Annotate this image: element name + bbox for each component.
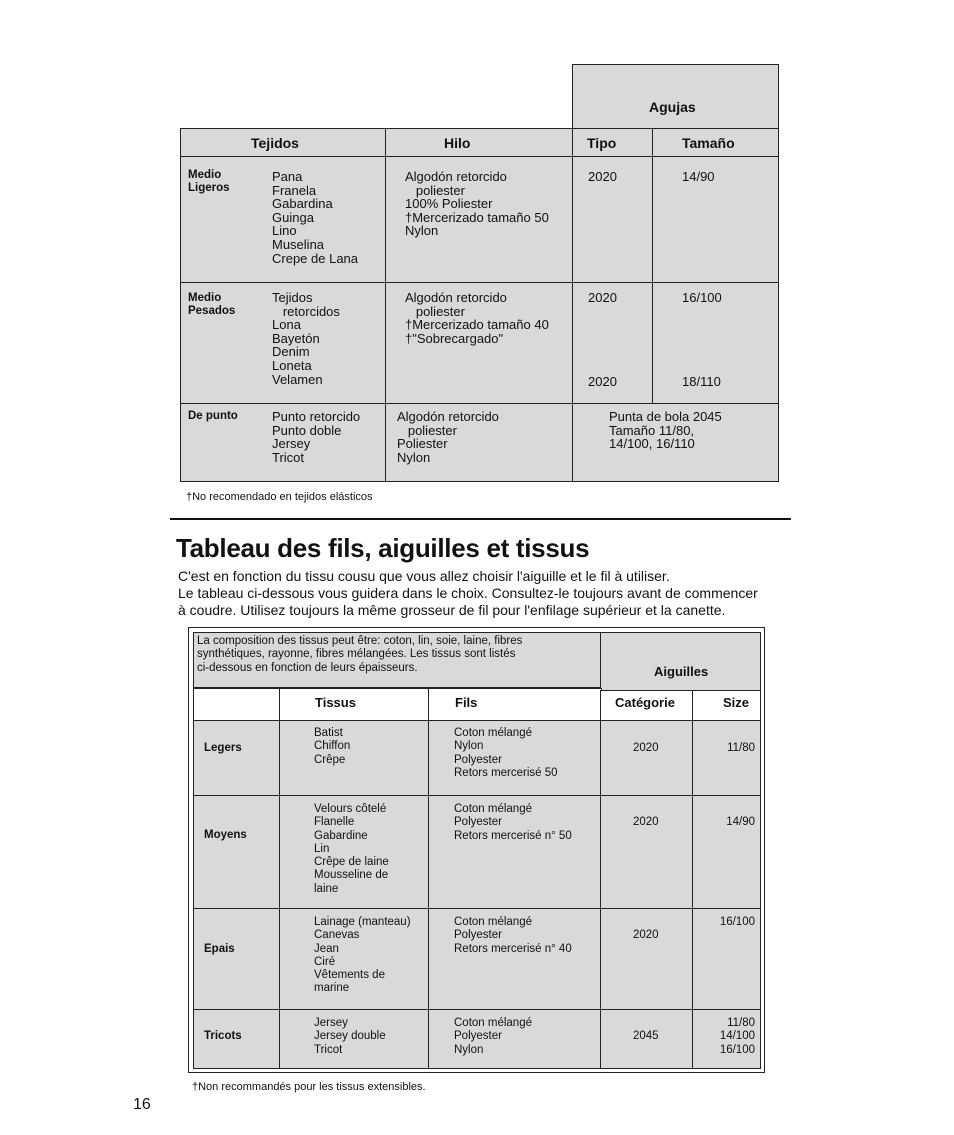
categorie-header-cell [600, 690, 694, 722]
fabric-cell [279, 795, 430, 910]
category-cell [193, 720, 281, 797]
tamano-cell [652, 156, 779, 284]
category-label: Legers [204, 742, 242, 754]
tissus-header: Tissus [315, 695, 356, 710]
category-label: Epais [204, 943, 235, 955]
needle-cell [572, 403, 779, 482]
tipo-cell [572, 156, 654, 284]
category-cell [193, 1009, 281, 1069]
size-value: 14/90 [726, 816, 755, 828]
fabric-cell [279, 908, 430, 1011]
categorie-value: 2045 [633, 1030, 659, 1042]
fabric-list: Batist Chiffon Crêpe [314, 727, 351, 766]
tipo-value: 2020 [588, 374, 617, 389]
categorie-cell [600, 795, 694, 910]
categorie-value: 2020 [633, 929, 659, 941]
needle-info: Punta de bola 2045 Tamaño 11/80, 14/100, 16/110 [609, 409, 722, 452]
aiguilles-header: Aiguilles [654, 664, 709, 679]
intro-paragraph [178, 568, 758, 619]
category-label: De punto [188, 410, 238, 422]
composition-note-cell [193, 632, 602, 688]
fabric-list: Jersey Jersey double Tricot [314, 1017, 386, 1056]
thread-cell [428, 908, 602, 1011]
fabric-list: Punto retorcido Punto doble Jersey Tricot [272, 409, 361, 465]
tipo-value: 2020 [588, 290, 617, 305]
fabric-list: Lainage (manteau) Canevas Jean Ciré Vêtements de marine [314, 916, 411, 995]
thread-list: Algodón retorcido poliester Poliester Nylon [397, 409, 499, 465]
tejidos-header: Tejidos [251, 135, 299, 151]
thread-list: Algodón retorcido poliester †Mercerizado tamaño 40 †"Sobrecargado" [405, 290, 549, 346]
intro-line: C'est en fonction du tissu cousu que vous allez choisir l'aiguille et le fil à utiliser. [178, 568, 670, 584]
tamano-value: 16/100 [682, 290, 722, 305]
intro-line: Le tableau ci-dessous vous guidera dans le choix. Consultez-le toujours avant de commencer [178, 585, 758, 601]
size-cell [692, 795, 761, 910]
category-label: Medio Ligeros [188, 169, 230, 194]
thread-list: Coton mélangé Polyester Retors mercerisé n° 40 [454, 916, 572, 955]
tipo-value: 2020 [588, 169, 617, 184]
table-row [180, 403, 387, 482]
categorie-value: 2020 [633, 816, 659, 828]
tamano-value: 18/110 [682, 374, 721, 389]
tipo-cell [572, 282, 654, 405]
agujas-header-cell [572, 64, 779, 130]
thread-list: Coton mélangé Polyester Nylon [454, 1017, 532, 1056]
composition-note: La composition des tissus peut être: coton, lin, soie, laine, fibres synthétiques, rayonne, fibres mélangées. Les tissus sont listés ci-dessous en fonction de leurs épaisseurs. [197, 635, 523, 674]
categorie-header: Catégorie [615, 695, 675, 710]
intro-line: à coudre. Utilisez toujours la même grosseur de fil pour l'enfilage supérieur et la canette. [178, 602, 726, 618]
categorie-cell [600, 720, 694, 797]
fabric-list: Tejidos retorcidos Lona Bayetón Denim Loneta Velamen [272, 290, 340, 387]
hilo-header-cell [385, 128, 574, 158]
size-value: 11/80 14/100 16/100 [719, 1017, 755, 1056]
tamano-cell [652, 282, 779, 405]
category-label: Moyens [204, 829, 247, 841]
thread-cell [385, 282, 574, 405]
table-row [180, 156, 387, 284]
french-footnote: †Non recommandés pour les tissus extensibles. [192, 1081, 426, 1093]
spanish-footnote: †No recomendado en tejidos elásticos [186, 491, 373, 503]
category-cell [193, 908, 281, 1011]
tipo-header-cell [572, 128, 654, 158]
thread-cell [428, 720, 602, 797]
size-header-cell [692, 690, 761, 722]
page-number: 16 [133, 1096, 151, 1113]
thread-cell [428, 1009, 602, 1069]
size-cell [692, 1009, 761, 1069]
table-row [180, 282, 387, 405]
tamano-value: 14/90 [682, 169, 715, 184]
categorie-cell [600, 1009, 694, 1069]
thread-list: Coton mélangé Polyester Retors mercerisé n° 50 [454, 803, 572, 842]
category-label: Medio Pesados [188, 292, 236, 317]
size-header: Size [723, 695, 750, 710]
fils-header-cell [428, 688, 602, 722]
size-value: 16/100 [719, 916, 755, 928]
category-label: Tricots [204, 1030, 242, 1042]
size-cell [692, 720, 761, 797]
header-blank-cell [193, 688, 281, 722]
section-divider [170, 518, 791, 520]
fils-header: Fils [455, 695, 478, 710]
thread-cell [428, 795, 602, 910]
category-cell [193, 795, 281, 910]
agujas-header: Agujas [649, 99, 696, 115]
aiguilles-header-cell [600, 632, 761, 692]
categorie-value: 2020 [633, 742, 659, 754]
tissus-header-cell [279, 688, 430, 722]
section-title: Tableau des fils, aiguilles et tissus [176, 533, 590, 563]
fabric-cell [279, 720, 430, 797]
fabric-list: Velours côtelé Flanelle Gabardine Lin Crêpe de laine Mousseline de laine [314, 803, 389, 895]
tamano-header-cell [652, 128, 779, 158]
tejidos-header-cell [180, 128, 387, 158]
thread-list: Algodón retorcido poliester 100% Poliester †Mercerizado tamaño 50 Nylon [405, 169, 549, 239]
categorie-cell [600, 908, 694, 1011]
thread-cell [385, 156, 574, 284]
thread-list: Coton mélangé Nylon Polyester Retors mercerisé 50 [454, 727, 558, 779]
fabric-list: Pana Franela Gabardina Guinga Lino Muselina Crepe de Lana [272, 169, 359, 266]
tipo-header: Tipo [587, 135, 617, 151]
thread-cell [385, 403, 574, 482]
size-value: 11/80 [727, 742, 755, 754]
tamano-header: Tamaño [682, 135, 735, 151]
fabric-cell [279, 1009, 430, 1069]
size-cell [692, 908, 761, 1011]
hilo-header: Hilo [444, 135, 471, 151]
